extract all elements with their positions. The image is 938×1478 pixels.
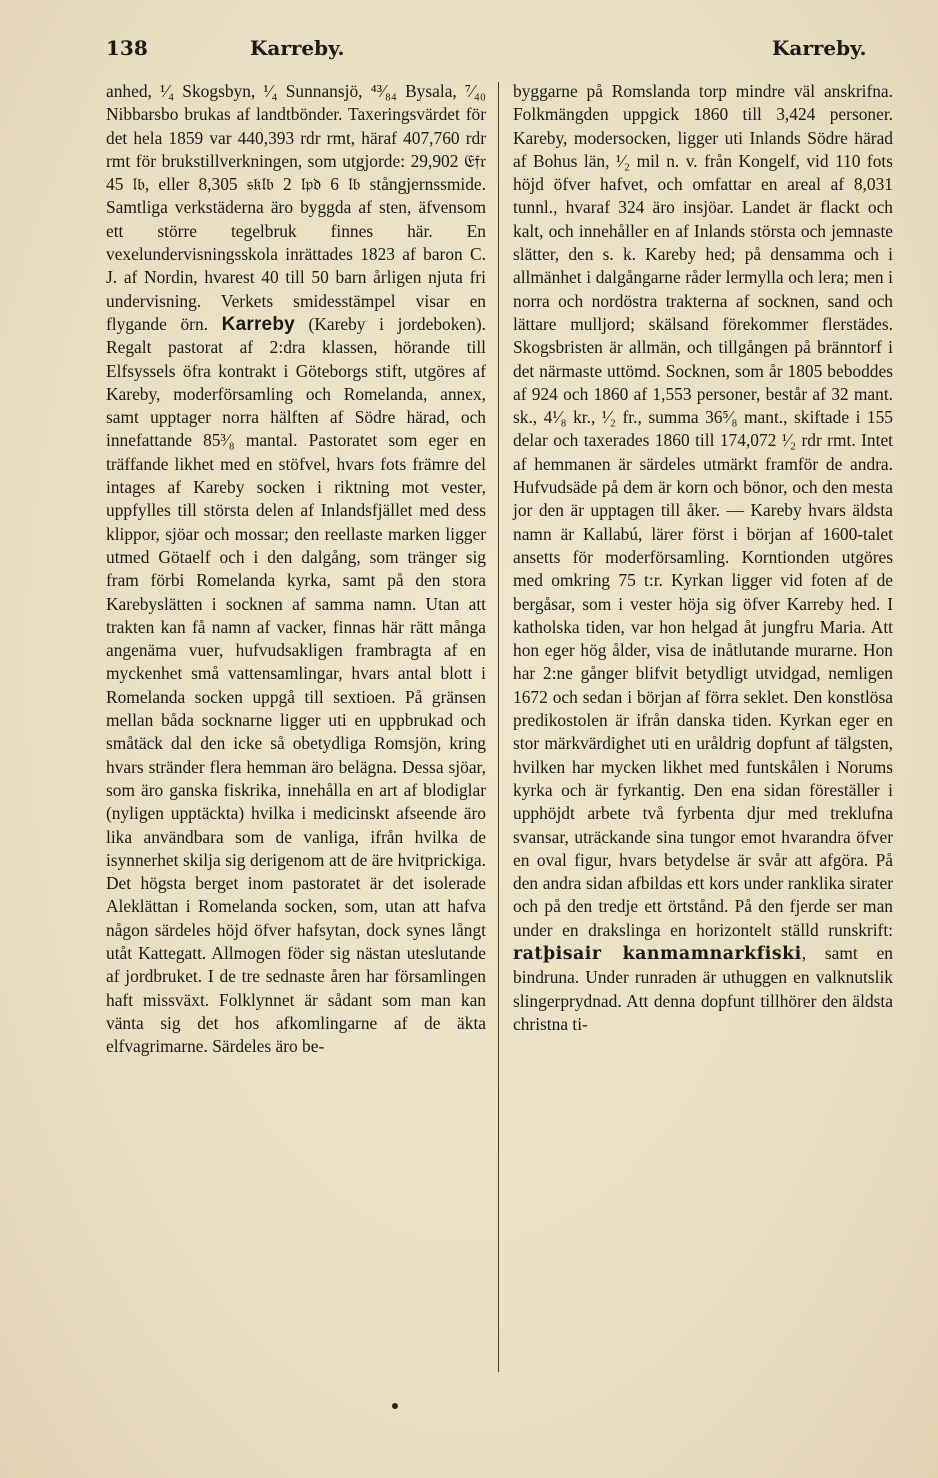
paragraph [106,80,486,1058]
print-mark [392,1403,398,1409]
left-running-title: Karreby. [250,36,345,60]
paragraph-text-continued: , samt en bindruna. Under runraden är uthuggen en valknutslik slingerprydnad. Att denna dopfunt tillhörer den äldsta christna ti- [513,942,893,1034]
page-number: 138 [106,36,148,60]
right-running-title: Karreby. [772,36,867,60]
entry-text: (Kareby i jordeboken). Regalt pastorat af 2:dra klassen, hörande till Elfsyssels öfra kontrakt i Göteborgs stift, utgöres af Kareby, moderförsamling och Romelanda, annex, samt upptager norra hälften af Södre härad, och innefattande 85³⁄₈ mantal. Pastoratet som eger en träffande likhet med en stöfvel, hvars fots främre del intages af Kareby socken i riktning mot vester, uppfylles till största delen af Inlandsfjället med dess klippor, sjöar och mossar; den reellaste marken ligger utmed Götaelf och i den dalgång, som tränger sig fram förbi Romelanda kyrka, samt på den stora Karebyslätten i socknen af samma namn. Utan att trakten kan få namn af vacker, finnas här rätt många angenäma vuer, hufvudsakligen frambragta af en myckenhet små vattensamlingar, hvars antal blott i Romelanda socken uppgå till sextioen. På gränsen mellan båda socknarne ligger uti en uppbrukad och småtäck dal den icke så obetydliga Romsjön, kring hvars stränder flera hemman äro belägna. Dessa sjöar, som äro ganska fiskrika, innehålla en art af blodiglar (nyligen upptäckta) hvilka i medicinskt afseende äro lika användbara som de vanliga, ifrån hvilka de isynnerhet skilja sig derigenom att de äre hvitprickiga. Det högsta berget inom pastoratet är det isolerade Aleklättan i Romelanda socken, som, utan att hafva någon särdeles höjd öfver hafsytan, dock synes långt utåt Kattegatt. Allmogen föder sig nästan uteslutande af jordbruket. I de tre sednaste åren har församlingen haft missväxt. Folklynnet är sådant som man kan vänta sig det hos afkomlingarne af de äkta elfvagrimarne. Särdeles äro be- [106,313,486,1057]
runic-inscription: ratþisair kanmamnarkfiski [513,943,802,964]
right-text-column [513,80,893,1036]
paragraph-text: byggarne på Romslanda torp mindre väl anskrifna. Folkmängden uppgick 1860 till 3,424 personer. Kareby, modersocken, ligger uti Inlands Södre härad af Bohus län, ¹⁄₂ mil n. v. från Kongelf, vid 110 fots höjd öfver hafvet, och omfattar en areal af 8,031 tunnl., hvaraf 324 äro insjöar. Landet är flackt och kalt, och innehåller en af Inlands största och jemnaste slätter, den s. k. Kareby hed; på densamma och i allmänhet i dalgångarne råder lermylla och lera; men i norra och nordöstra trakterna af socknen, sand och lättare mulljord; skälsand förekommer flerstädes. Skogsbristen är allmän, och tillgången på bränntorf i det närmaste uttömd. Socknen, som år 1805 beboddes af 924 och 1860 af 1,553 personer, består af 32 mant. sk., 4¹⁄₈ kr., ¹⁄₂ fr., summa 36⁵⁄₈ mant., skiftade i 155 delar och taxerades 1860 till 174,072 ¹⁄₂ rdr rmt. Intet af hemmanen är särdeles utmärkt framför de andra. Hufvudsäde på dem är korn och bönor, och den mesta jor den är upptagen till åker. — Kareby hvars äldsta namn är Kallabú, lärer först i början af 1600-talet ansetts för moderförsamling. Korntionden utgöres med omkring 75 t:r. Kyrkan ligger vid foten af de bergåsar, som i vester höja sig öfver Karreby hed. I katholska tiden, var hon helgad åt jungfru Maria. Att hon eger hög ålder, visa de inåtlutande murarne. Hon har 2:ne gånger blifvit betydligt utvidgad, nemligen 1672 och sedan i början af förra seklet. Den konstlösa predikostolen är ifrån danska tiden. Kyrkan eger en stor märkvärdighet uti en uråldrig dopfunt af tälgsten, hvilken har mycken likhet med funtskålen i Norums kyrka och är fyrkantig. Den ena sidan föreställer i upphöjdt arbete två fyrbenta djur med treklufna svansar, uträckande sina tungor emot hvarandra öfver en oval figur, hvars betydelse är svår att afgöra. På den andra sidan afbildas ett kors under ranklika sirater och på den tredje ett örtstånd. På den fjerde ser man under en drakslinga en horizontelt ställd runskrift: [513,81,893,940]
left-text-column [106,80,486,1058]
paragraph-text: anhed, ¹⁄₄ Skogsbyn, ¹⁄₄ Sunnansjö, ⁴³⁄₈₄ Bysala, ⁷⁄₄₀ Nibbarsbo brukas af landtbönder. Taxeringsvärdet för det hela 1859 var 440,393 rdr rmt, häraf 407,760 rdr rmt för brukstillverkningen, som utgjorde: 29,902 𝔈𝔣𝔯 45 𝔩𝔟, eller 8,305 𝔰𝔨𝔩𝔟 2 𝔩𝔭𝔡 6 𝔩𝔟 stångjernssmide. Samtliga verkstäderna äro byggda af sten, äfvensom ett större tegelbruk finnes här. En vexelundervisningsskola inrättades 1823 af baron C. J. af Nordin, hvarest 40 till 50 barn årligen njuta fri undervisning. Verkets smidesstämpel visar en flygande örn. [106,81,486,334]
paragraph [513,80,893,1036]
running-header [0,36,938,66]
column-divider [498,82,499,1372]
entry-headword: Karreby [221,313,295,335]
